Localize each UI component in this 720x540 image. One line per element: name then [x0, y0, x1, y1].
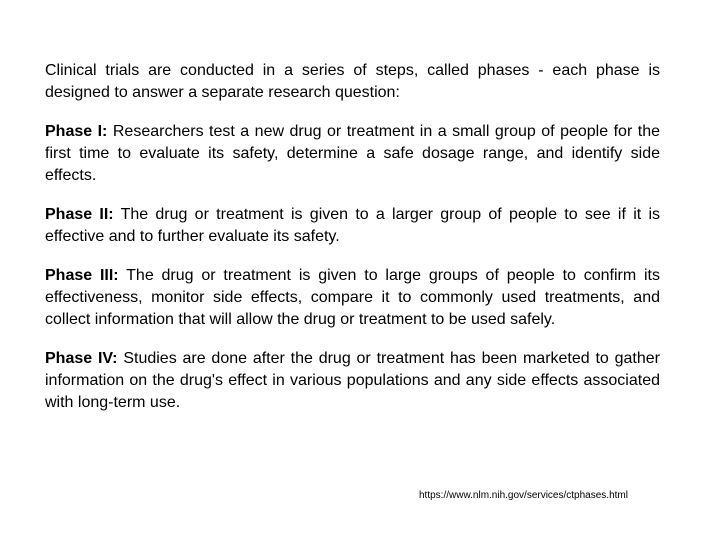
phase-4-paragraph — [45, 348, 660, 414]
phase-1-paragraph — [45, 121, 660, 187]
document-body — [45, 60, 660, 431]
intro-paragraph: Clinical trials are conducted in a series of steps, called phases - each phase is designed to answer a separate research question: — [45, 62, 660, 101]
phase-3-paragraph — [45, 265, 660, 331]
phase-1-label: Phase I: — [45, 123, 108, 140]
phase-3-label: Phase III: — [45, 267, 119, 284]
phase-3-text: The drug or treatment is given to large groups of people to confirm its effectiveness, monitor side effects, compare it to commonly used treatments, and collect information that will allow the drug or treatment to be used safely. — [45, 267, 661, 328]
phase-4-text: Studies are done after the drug or treatment has been marketed to gather information on the drug's effect in various populations and any side effects associated with long-term use. — [45, 350, 660, 411]
phase-1-text: Researchers test a new drug or treatment in a small group of people for the first time to evaluate its safety, determine a safe dosage range, and identify side effects. — [45, 123, 661, 184]
phase-4-label: Phase IV: — [45, 350, 118, 367]
phase-2-paragraph — [45, 204, 660, 248]
phase-2-label: Phase II: — [45, 206, 114, 223]
phase-2-text: The drug or treatment is given to a larger group of people to see if it is effective and to further evaluate its safety. — [45, 206, 660, 245]
source-url: https://www.nlm.nih.gov/services/ctphases.html — [419, 490, 628, 501]
